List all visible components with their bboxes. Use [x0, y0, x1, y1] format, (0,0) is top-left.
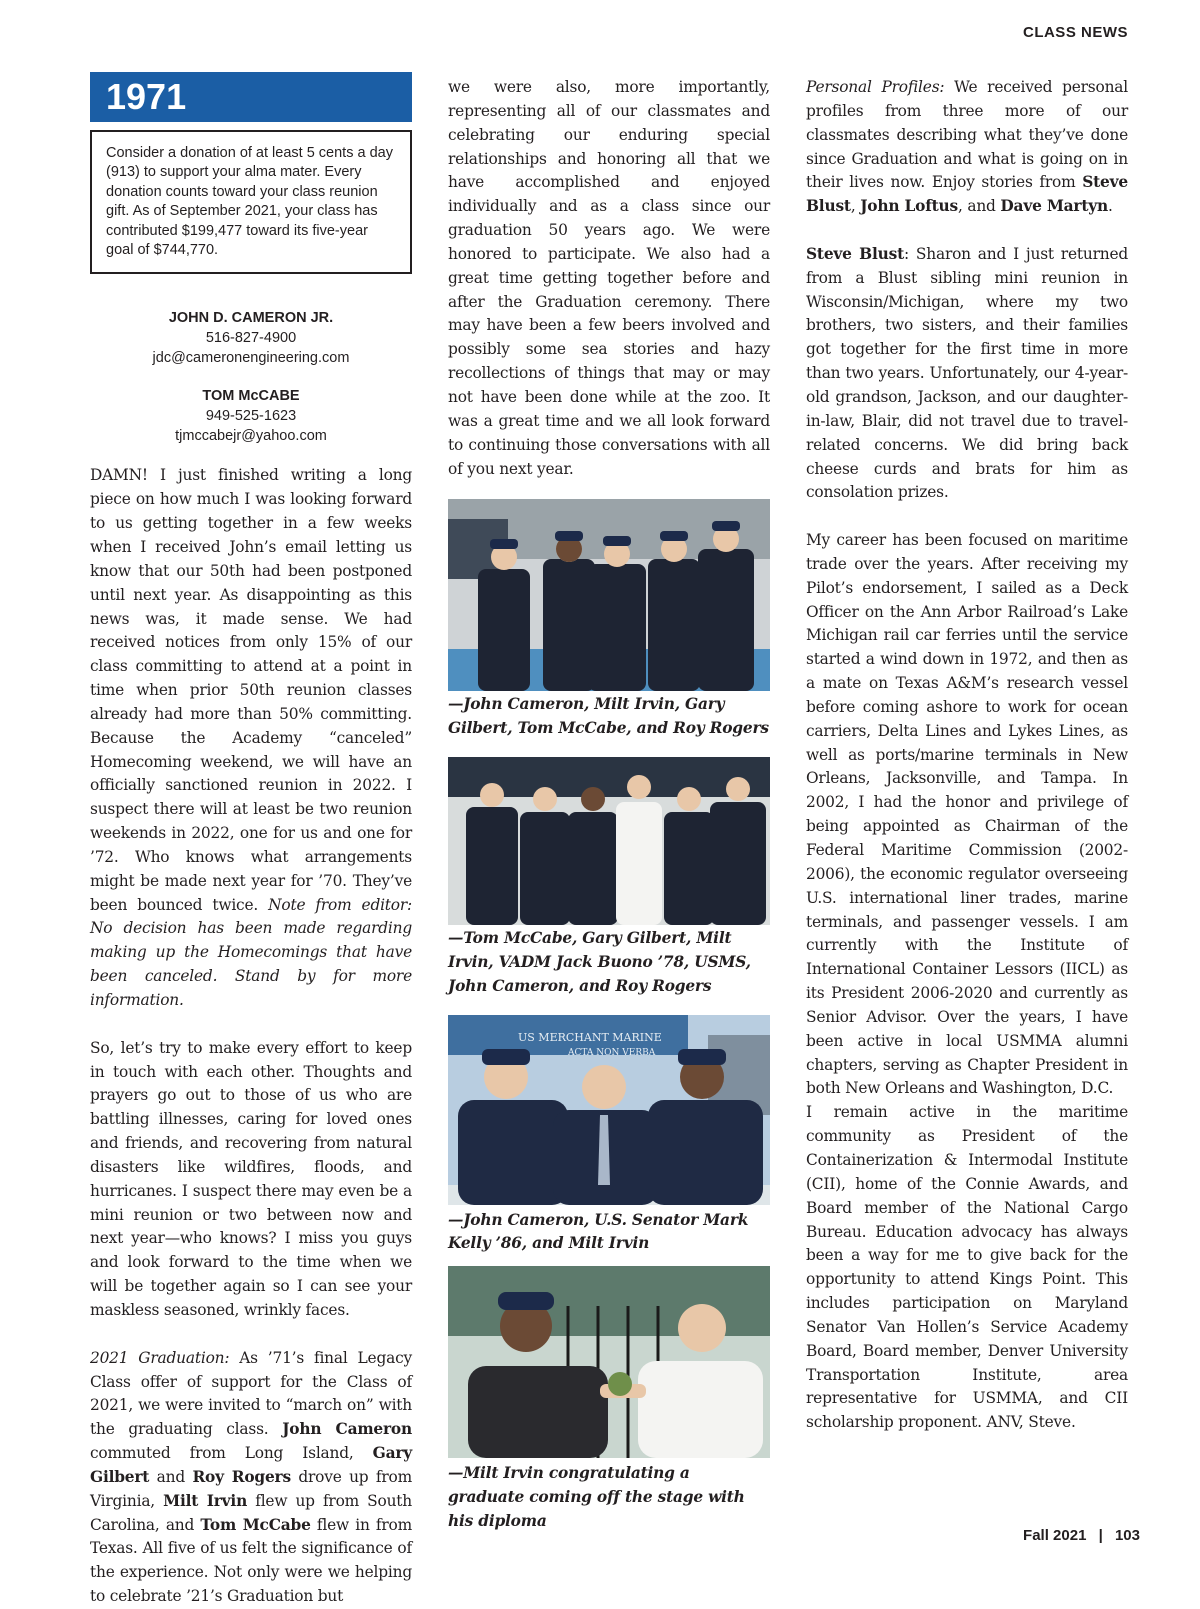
paragraph-text: and: [149, 1467, 193, 1486]
page-footer: [1023, 1527, 1140, 1544]
classmate-name: Dave Martyn: [1000, 197, 1108, 216]
motto-text: ACTA NON VERBA: [568, 1047, 656, 1058]
paragraph-text: flew up from South Carolina, and: [90, 1491, 413, 1534]
paragraph: [806, 76, 1128, 219]
photo-group-with-admiral: [448, 757, 770, 925]
classmate-name: John Loftus: [860, 197, 958, 216]
section-label: CLASS NEWS: [1022, 24, 1128, 41]
classmate-name: Gary Gilbert: [90, 1444, 412, 1486]
sign-text: US MERCHANT MARINE: [518, 1030, 662, 1044]
paragraph: we were also, more importantly, representing all of our classmates and celebrating our enduring special relationships and honoring all that we have accomplished and enjoyed individually and as a class since our graduation 50 years ago. We were honored to participate. We also had a great time getting together before and after the Graduation ceremony. There may have been a few beers involved and possibly some sea stories and hazy recollections of things that may or may not have been done while at the zoo. It was a great time and we all look forward to continuing those conversations with all of you next year.: [448, 78, 770, 478]
contact-phone: 516-827-4900: [205, 330, 297, 347]
contact-phone: 949-525-1623: [205, 408, 297, 425]
classmate-name: Roy Rogers: [192, 1467, 291, 1486]
paragraph: [806, 243, 1128, 505]
classmate-name: Tom McCabe: [200, 1515, 311, 1534]
photo-with-senator: [448, 1015, 770, 1205]
paragraph-text: flew in from Texas. All five of us felt the significance of the experience. Not only were we helping to celebrate ’21’s Graduation but: [90, 1515, 413, 1606]
issue-label: Fall 2021: [1023, 1527, 1087, 1544]
editor-note: Note from editor: No decision has been made regarding making up the Homecomings that have been canceled. Stand by for more information.: [90, 895, 413, 1009]
contact-email-link[interactable]: tjmccabejr@yahoo.com: [175, 428, 327, 445]
class-year-banner: 1971: [90, 72, 412, 122]
classmate-name: John Cameron: [282, 1420, 412, 1439]
paragraph-text: DAMN! I just finished writing a long piece on how much I was looking forward to us getting together in a few weeks when I received John’s email letting us know that our 50th had been postponed until next year. As disappointing as this news was, it made sense. We had received notices from only 15% of our class committing to attend at a point in time when prior 50th reunion classes already had more than 50% committing. Because the Academy “canceled” Homecoming weekend, we will have an officially sanctioned reunion in 2022. I suspect there will at least be two reunion weekends in 2022, one for us and one for ’72. Who knows what arrangements might be made next year for ’70. They’ve been bounced twice.: [90, 466, 412, 914]
photo-caption: —John Cameron, Milt Irvin, Gary Gilbert, Tom McCabe, and Roy Rogers: [448, 695, 769, 738]
profile-name: Steve Blust: [806, 244, 904, 263]
paragraph-text: : Sharon and I just returned from a Blust sibling mini reunion in Wisconsin/Michigan, where my two brothers, two sisters, and their families got together for the first time in more than two years. Unfortunately, our 4-year-old grandson, Jackson, and our daughter-in-law, Blair, did not travel due to travel-related concerns. We did bring back cheese curds and brats for him as consolation prizes.: [806, 244, 1129, 502]
lead-in: 2021 Graduation:: [90, 1348, 230, 1367]
photo-caption: —John Cameron, U.S. Senator Mark Kelly ’86, and Milt Irvin: [448, 1210, 749, 1253]
contact-email-link[interactable]: jdc@cameronengineering.com: [152, 350, 350, 367]
paragraph: My career has been focused on maritime trade over the years. After receiving my Pilot’s endorsement, I sailed as a Deck Officer on the Ann Arbor Railroad’s Lake Michigan rail car ferries until the service started a wind down in 1972, and then as a mate on Texas A&M’s research vessel before coming ashore to work for ocean carriers, Delta Lines and Lykes Lines, as well as ports/marine terminals in New Orleans, Jacksonville, and Tampa. In 2002, I had the honor and privilege of being appointed as Chairman of the Federal Maritime Commission (2002-2006), the economic regulator overseeing U.S. international liner trades, marine terminals, and passenger vessels. I am currently with the Institute of International Container Lessors (IICL) as its President 2006-2020 and currently as Senior Advisor. Over the years, I have been active in local USMMA alumni chapters, serving as Chapter President in both New Orleans and Washington, D.C.: [806, 531, 1128, 1098]
contact-name: TOM McCABE: [202, 388, 300, 405]
paragraph-text: drove up from Virginia,: [90, 1467, 412, 1510]
paragraph: So, let’s try to make every effort to keep in touch with each other. Thoughts and prayers go out to those of us who are battling illnesses, caring for loved ones and friends, and recovering from natural disasters like wildfires, floods, and hurricanes. I suspect there may even be a mini reunion or two between now and next year—who knows? I miss you guys and look forward to the time when we will be together again so I can see your maskless seasoned, wrinkly faces.: [90, 1038, 412, 1319]
donation-box: Consider a donation of at least 5 cents a day (913) to support your alma mater. Every donation counts toward your class reunion gift. As of September 2021, your class has contributed $199,477 toward its five-year goal of $744,770.: [90, 130, 412, 274]
contact-name: JOHN D. CAMERON JR.: [168, 310, 334, 327]
page-number: 103: [1114, 1527, 1140, 1544]
column-3: [806, 76, 1128, 1435]
photo-caption: —Tom McCabe, Gary Gilbert, Milt Irvin, VADM Jack Buono ’78, USMS, John Cameron, and Roy Rogers: [448, 929, 751, 995]
photo-caption: —Milt Irvin congratulating a graduate coming off the stage with his diploma: [448, 1464, 745, 1530]
contact-block-2: [90, 386, 412, 446]
paragraph-text: ,: [850, 197, 861, 216]
paragraph-text: , and: [957, 197, 1001, 216]
column-2: [448, 76, 770, 1534]
paragraph-text: commuted from Long Island,: [90, 1444, 373, 1463]
paragraph: [90, 464, 412, 1012]
paragraph: [90, 1347, 412, 1609]
lead-in: Personal Profiles:: [806, 78, 945, 96]
footer-separator: |: [1098, 1527, 1103, 1544]
contact-block-1: [90, 308, 412, 368]
photo-graduate-handshake: [448, 1266, 770, 1458]
paragraph-text: As ’71’s final Legacy Class offer of support for the Class of 2021, we were invited to “march on” with the graduating class.: [90, 1348, 412, 1439]
classmate-name: Milt Irvin: [163, 1491, 248, 1510]
classmate-name: Steve Blust: [806, 173, 1128, 216]
paragraph: I remain active in the maritime community as President of the Containerization & Intermodal Institute (CII), home of the Connie Awards, and Board member of the National Cargo Bureau. Education advocacy has always been a way for me to give back for the opportunity to attend Kings Point. This includes participation on Maryland Senator Van Hollen’s Service Academy Board, Board member, Denver University Transportation Institute, area representative for USMMA, and CII scholarship proponent. ANV, Steve.: [806, 1103, 1128, 1432]
paragraph-text: .: [1107, 197, 1113, 216]
paragraph-text: We received personal profiles from three more of our classmates describing what they’ve done since Graduation and what is going on in their lives now. Enjoy stories from: [806, 78, 1128, 192]
photo-five-classmates: [448, 499, 770, 691]
column-1: [90, 76, 412, 1609]
